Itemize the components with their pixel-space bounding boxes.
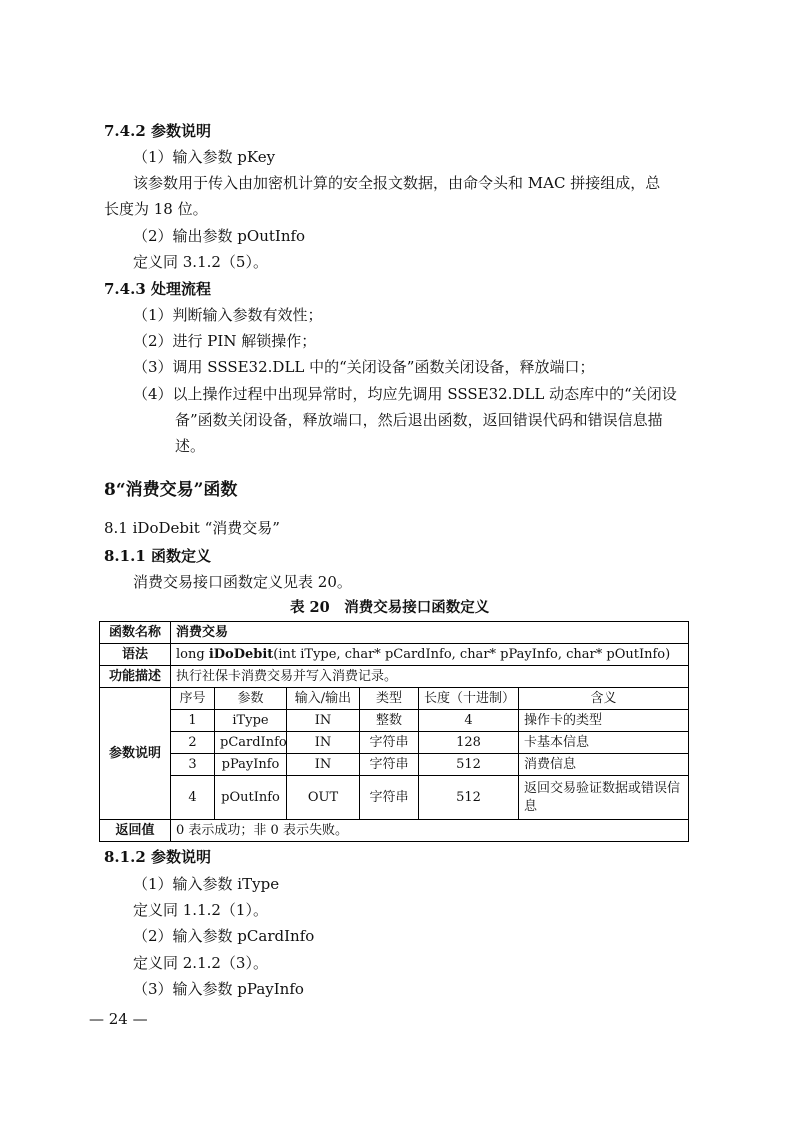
function-definition-table (99, 621, 689, 842)
param-cell: 卡基本信息 (519, 732, 689, 754)
param-desc-line: 定义同 3.1.2（5）。 (133, 253, 268, 271)
page-number: — 24 — (89, 1010, 148, 1028)
process-step: （1）判断输入参数有效性； (133, 306, 323, 324)
value-function-name: 消费交易 (171, 622, 689, 644)
body-text: 消费交易接口函数定义见表 20。 (133, 573, 352, 591)
param-desc-line: 长度为 18 位。 (104, 200, 208, 218)
param-header: 类型 (360, 688, 419, 710)
param-desc-line: 定义同 1.1.2（1）。 (133, 901, 268, 919)
table-row (100, 776, 689, 820)
section-heading-7-4-3: 7.4.3 处理流程 (104, 280, 211, 298)
param-cell: 字符串 (360, 732, 419, 754)
table-row (100, 732, 689, 754)
param-cell: 128 (419, 732, 519, 754)
param-cell: 操作卡的类型 (519, 710, 689, 732)
process-step: （3）调用 SSSE32.DLL 中的“关闭设备”函数关闭设备，释放端口； (133, 358, 595, 376)
param-header: 序号 (171, 688, 215, 710)
param-cell: 整数 (360, 710, 419, 732)
param-cell: 字符串 (360, 776, 419, 820)
label-description: 功能描述 (100, 666, 171, 688)
table-caption: 表 20 消费交易接口函数定义 (290, 599, 490, 616)
param-header: 含义 (519, 688, 689, 710)
param-cell: IN (287, 732, 360, 754)
param-item-pcardinfo: （2）输入参数 pCardInfo (133, 927, 315, 945)
sub-heading-8-1: 8.1 iDoDebit “消费交易” (104, 519, 280, 537)
param-cell: OUT (287, 776, 360, 820)
syntax-arguments: (int iType, char* pCardInfo, char* pPayInfo, char* pOutInfo) (273, 646, 671, 662)
label-syntax: 语法 (100, 644, 171, 666)
param-header: 输入/输出 (287, 688, 360, 710)
param-item-pkey: （1）输入参数 pKey (133, 148, 276, 166)
param-cell: 消费信息 (519, 754, 689, 776)
process-step-cont: 备”函数关闭设备，释放端口，然后退出函数，返回错误代码和错误信息描 (175, 411, 663, 429)
param-cell: iType (215, 710, 287, 732)
param-cell: 512 (419, 754, 519, 776)
param-header: 参数 (215, 688, 287, 710)
label-return-value: 返回值 (100, 820, 171, 842)
value-description: 执行社保卡消费交易并写入消费记录。 (171, 666, 689, 688)
param-cell: 512 (419, 776, 519, 820)
process-step: （4）以上操作过程中出现异常时，均应先调用 SSSE32.DLL 动态库中的“关闭设 (133, 385, 677, 403)
param-cell: pOutInfo (215, 776, 287, 820)
param-cell: 4 (419, 710, 519, 732)
process-step: （2）进行 PIN 解锁操作； (133, 332, 317, 350)
syntax-prefix: long (176, 646, 209, 662)
param-header: 长度（十进制） (419, 688, 519, 710)
label-parameters: 参数说明 (100, 688, 171, 820)
param-cell: 2 (171, 732, 215, 754)
param-cell: 1 (171, 710, 215, 732)
param-item-ppayinfo: （3）输入参数 pPayInfo (133, 980, 304, 998)
section-heading-8-1-2: 8.1.2 参数说明 (104, 848, 211, 866)
param-desc-line: 该参数用于传入由加密机计算的安全报文数据，由命令头和 MAC 拼接组成，总 (133, 174, 661, 192)
value-return: 0 表示成功；非 0 表示失败。 (171, 820, 689, 842)
param-item-poutinfo: （2）输出参数 pOutInfo (133, 227, 306, 245)
section-heading-8-1-1: 8.1.1 函数定义 (104, 547, 211, 565)
table-row (100, 754, 689, 776)
param-cell: pPayInfo (215, 754, 287, 776)
param-cell: 返回交易验证数据或错误信息 (519, 776, 689, 820)
chapter-heading-8: 8“消费交易”函数 (104, 480, 238, 500)
param-cell: 4 (171, 776, 215, 820)
section-heading-7-4-2: 7.4.2 参数说明 (104, 122, 211, 140)
param-item-itype: （1）输入参数 iType (133, 875, 280, 893)
label-function-name: 函数名称 (100, 622, 171, 644)
param-cell: 字符串 (360, 754, 419, 776)
value-syntax (171, 644, 689, 666)
param-cell: 3 (171, 754, 215, 776)
table-row (100, 710, 689, 732)
process-step-cont: 述。 (175, 437, 206, 455)
param-cell: pCardInfo (215, 732, 287, 754)
param-cell: IN (287, 710, 360, 732)
param-desc-line: 定义同 2.1.2（3）。 (133, 954, 268, 972)
syntax-function-name: iDoDebit (208, 646, 274, 662)
param-cell: IN (287, 754, 360, 776)
